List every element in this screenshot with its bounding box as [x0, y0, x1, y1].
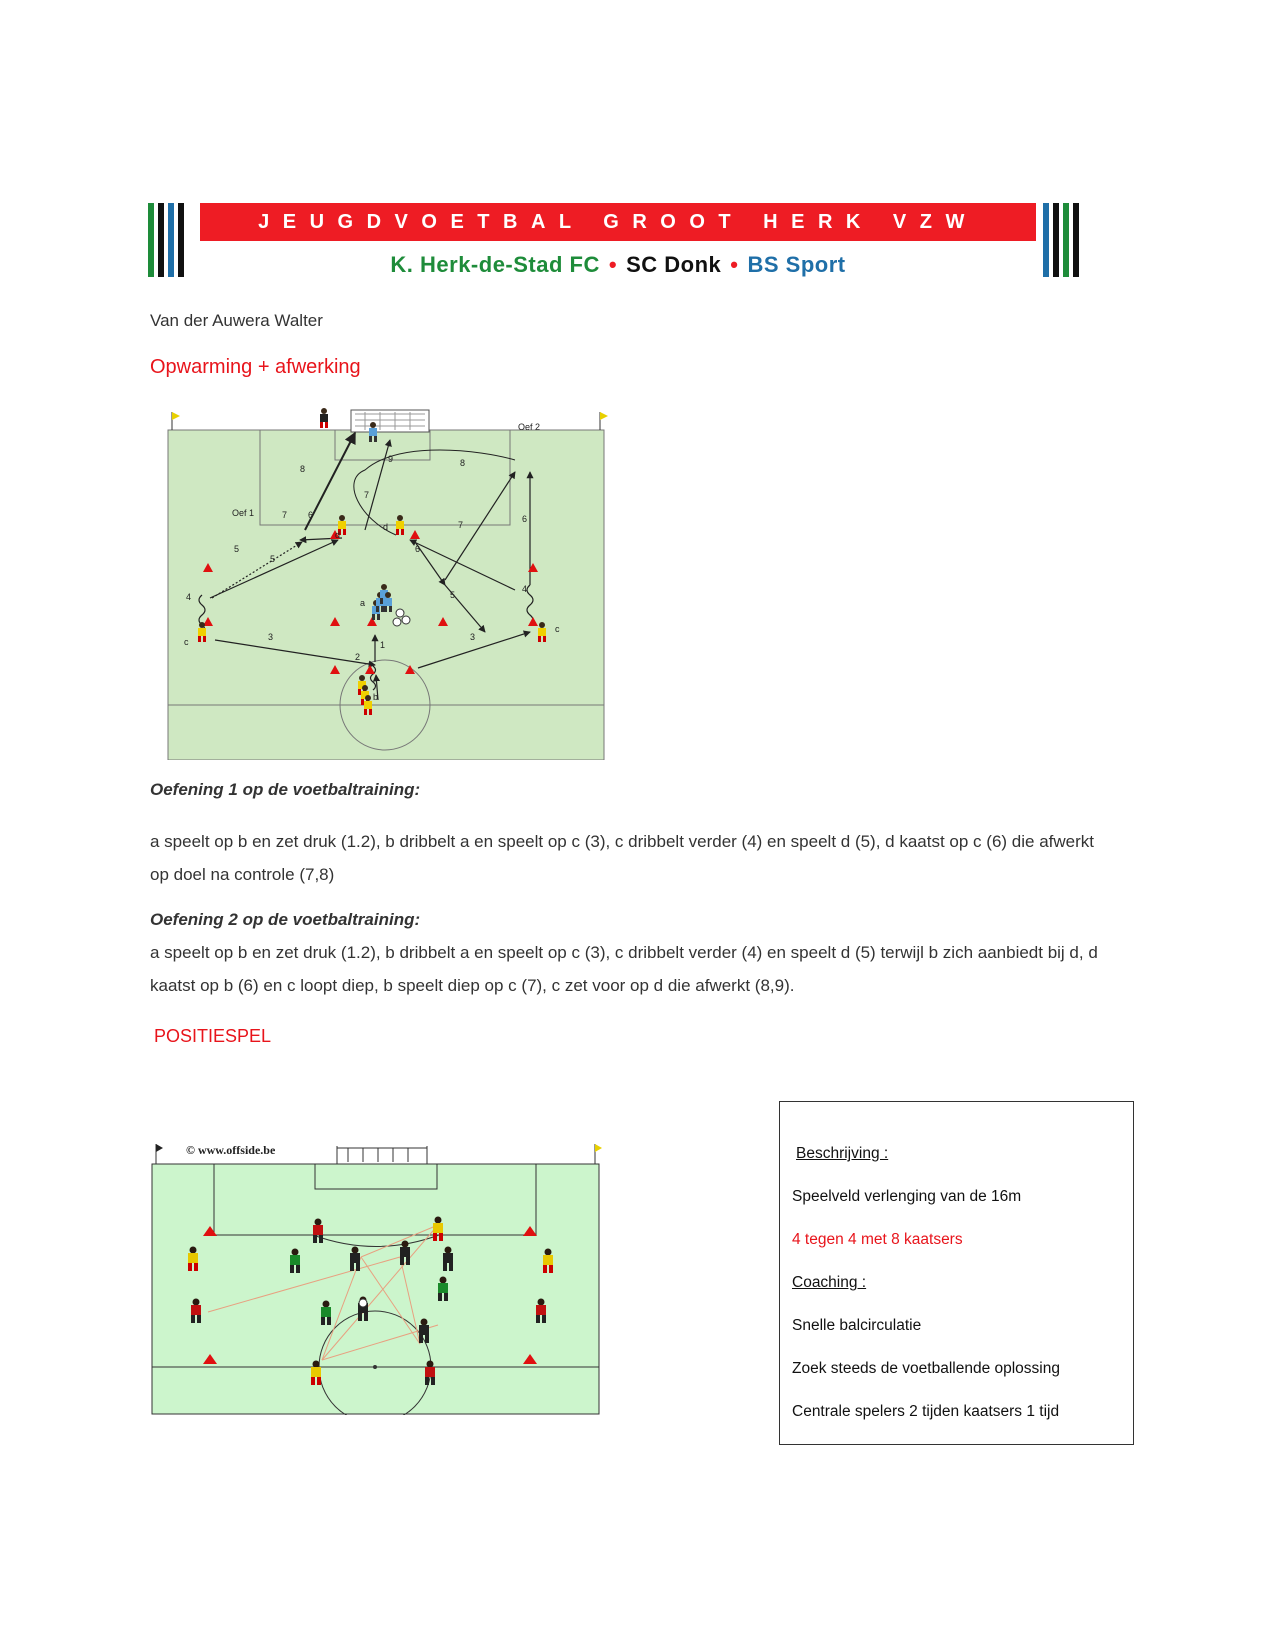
num: 3 [268, 632, 274, 642]
exercise-1-title: Oefening 1 op de voetbaltraining: [150, 780, 421, 799]
num: 6 [308, 510, 314, 520]
exercise-1-text: a speelt op b en zet druk (1.2), b dribbelt a en speelt op c (3), c dribbelt verder (4) en speelt d (5), d kaatst op c (6) die afwerkt op doel na controle (7,8) [150, 832, 1094, 884]
num: 3 [470, 632, 476, 642]
num: 4 [186, 592, 192, 602]
label-oef1: Oef 1 [232, 508, 255, 518]
goal [351, 410, 429, 432]
author: Van der Auwera Walter [150, 311, 323, 330]
label-d: d [335, 530, 341, 540]
exercise-2-title: Oefening 2 op de voetbaltraining: [150, 910, 421, 929]
watermark: © www.offside.be [186, 1143, 276, 1157]
banner-stripes-right [1043, 203, 1079, 277]
num: 6 [415, 544, 421, 554]
coaching-tip: Centrale spelers 2 tijden kaatsers 1 tijd [792, 1403, 1060, 1420]
corner-flag [172, 412, 180, 420]
num: 5 [450, 590, 456, 600]
label-d: d [383, 522, 389, 532]
label-b: b [373, 692, 379, 702]
num: 7 [364, 490, 370, 500]
corner-flag [156, 1144, 163, 1152]
num: 8 [300, 464, 306, 474]
club-herk: K. Herk-de-Stad FC [390, 252, 600, 277]
exercise-2-text: a speelt op b en zet druk (1.2), b dribbelt a en speelt op c (3), c dribbelt verder (4) en speelt d (5) terwijl b zich aanbiedt bij d, d kaatst op b (6) en c loopt diep, b speelt diep op c (7), c zet voor op d die afwerkt (8,9). [150, 943, 1098, 995]
section-heading-positiespel: POSITIESPEL [154, 1026, 272, 1046]
description-box [779, 1101, 1134, 1445]
section-heading-warmup: Opwarming + afwerking [150, 356, 361, 378]
separator-dot: • [730, 252, 739, 277]
coaching-title: Coaching : [792, 1274, 867, 1291]
corner-flag [600, 412, 608, 420]
label-c: c [184, 637, 189, 647]
banner-title: JEUGDVOETBAL GROOT HERK VZW [200, 203, 1036, 241]
banner-stripes-left [148, 203, 184, 277]
training-diagram-2 [148, 1140, 608, 1415]
num: 7 [458, 520, 464, 530]
club-bs-sport: BS Sport [747, 252, 846, 277]
pitch [152, 1164, 599, 1414]
club-donk: SC Donk [626, 252, 722, 277]
num: 4 [522, 584, 528, 594]
num: 1 [380, 640, 386, 650]
separator-dot: • [608, 252, 618, 277]
club-names [200, 248, 1036, 282]
coaching-tip: Snelle balcirculatie [792, 1317, 922, 1334]
coaching-tip: Zoek steeds de voetballende oplossing [792, 1360, 1060, 1377]
highlight-text: 4 tegen 4 met 8 kaatsers [792, 1231, 963, 1248]
num: 9 [388, 454, 394, 464]
description-text: Speelveld verlenging van de 16m [792, 1188, 1022, 1205]
num: 6 [522, 514, 528, 524]
num: 5 [270, 554, 276, 564]
num: 8 [460, 458, 466, 468]
label-a: a [360, 598, 366, 608]
goal [337, 1146, 427, 1164]
label-c: c [555, 624, 560, 634]
num: 5 [234, 544, 240, 554]
training-diagram-1 [160, 400, 610, 760]
label-oef2: Oef 2 [518, 422, 541, 432]
description-title: Beschrijving : [796, 1145, 889, 1162]
num: 2 [355, 652, 361, 662]
corner-flag [595, 1144, 602, 1152]
num: 7 [282, 510, 288, 520]
